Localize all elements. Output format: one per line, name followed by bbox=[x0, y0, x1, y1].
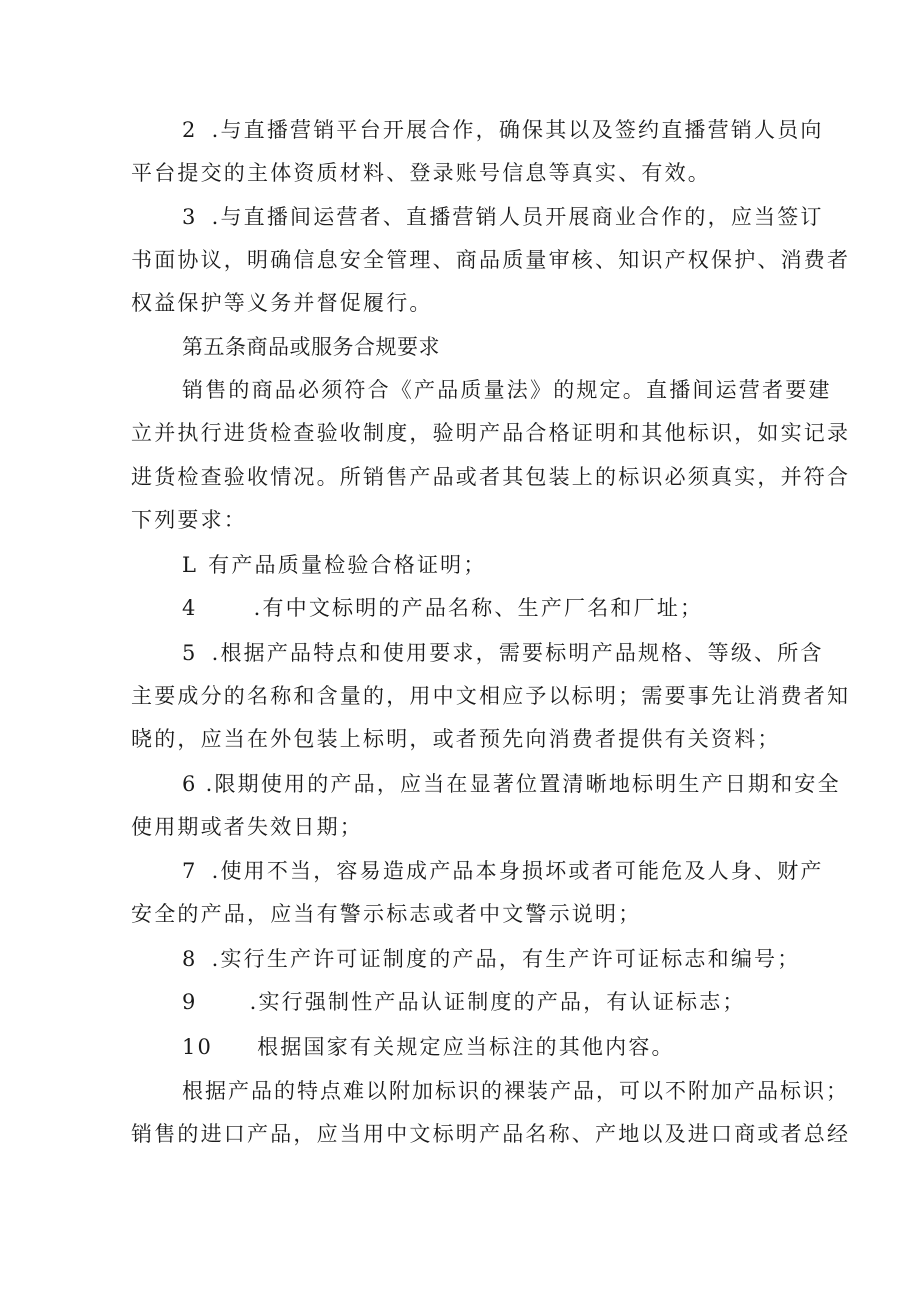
list-item-l bbox=[182, 551, 487, 579]
item-7-text: .使用不当，容易造成产品本身损坏或者可能危及人身、财产 bbox=[211, 859, 824, 883]
item-5-text: .根据产品特点和使用要求，需要标明产品规格、等级、所含 bbox=[211, 641, 824, 665]
paragraph-5-line-1: 销售的商品必须符合《产品质量法》的规定。直播间运营者要建 bbox=[182, 378, 832, 402]
paragraph-5-line-2: 立并执行进货检查验收制度，验明产品合格证明和其他标识，如实记录 bbox=[131, 421, 851, 445]
item-number-6: 6 bbox=[182, 772, 198, 796]
item-number-4: 4 bbox=[182, 596, 198, 620]
list-item-5-line-2: 主要成分的名称和含量的，用中文相应予以标明；需要事先让消费者知 bbox=[131, 684, 851, 708]
item-8-text: .实行生产许可证制度的产品，有生产许可证标志和编号； bbox=[211, 947, 801, 971]
paragraph-5-line-4: 下列要求： bbox=[131, 508, 247, 532]
item-6-text: .限期使用的产品，应当在显著位置清晰地标明生产日期和安全 bbox=[205, 772, 841, 796]
item-l-text: 有产品质量检验合格证明； bbox=[208, 553, 487, 577]
item-4-text: .有中文标明的产品名称、生产厂名和厂址； bbox=[253, 596, 704, 620]
list-item-9 bbox=[182, 988, 746, 1016]
list-item-4 bbox=[182, 594, 703, 622]
item-number-8: 8 bbox=[182, 947, 198, 971]
list-item-7-line-1 bbox=[182, 857, 824, 885]
item-number-3: 3 bbox=[182, 205, 198, 229]
list-item-6-line-1 bbox=[182, 770, 841, 798]
item-2-text: .与直播营销平台开展合作，确保其以及签约直播营销人员向 bbox=[211, 118, 824, 142]
paragraph-3-line-1 bbox=[182, 203, 824, 231]
list-item-5-line-1 bbox=[182, 639, 824, 667]
item-9-text: .实行强制性产品认证制度的产品，有认证标志； bbox=[249, 990, 746, 1014]
paragraph-3-line-2: 书面协议，明确信息安全管理、商品质量审核、知识产权保护、消费者 bbox=[131, 248, 851, 272]
item-number-7: 7 bbox=[182, 859, 198, 883]
item-number-5: 5 bbox=[182, 641, 198, 665]
paragraph-5-line-3: 进货检查验收情况。所销售产品或者其包装上的标识必须真实，并符合 bbox=[131, 465, 851, 489]
paragraph-last-line-1: 根据产品的特点难以附加标识的裸装产品，可以不附加产品标识； bbox=[182, 1079, 849, 1103]
list-item-10 bbox=[182, 1033, 675, 1061]
item-number-9: 9 bbox=[182, 990, 198, 1014]
section-heading: 第五条商品或服务合规要求 bbox=[182, 335, 440, 359]
list-item-7-line-2: 安全的产品，应当有警示标志或者中文警示说明； bbox=[131, 902, 642, 926]
paragraph-2-line-2: 平台提交的主体资质材料、登录账号信息等真实、有效。 bbox=[131, 161, 711, 185]
item-3-text: .与直播间运营者、直播营销人员开展商业合作的，应当签订 bbox=[211, 205, 824, 229]
paragraph-2-line-1 bbox=[182, 116, 824, 144]
item-number-10: 10 bbox=[182, 1035, 214, 1059]
item-number-2: 2 bbox=[182, 118, 198, 142]
item-number-l: L bbox=[182, 553, 199, 577]
list-item-8 bbox=[182, 945, 800, 973]
list-item-6-line-2: 使用期或者失效日期； bbox=[131, 815, 363, 839]
paragraph-last-line-2: 销售的进口产品，应当用中文标明产品名称、产地以及进口商或者总经 bbox=[131, 1122, 851, 1146]
paragraph-3-line-3: 权益保护等义务并督促履行。 bbox=[131, 291, 433, 315]
item-10-text: 根据国家有关规定应当标注的其他内容。 bbox=[257, 1035, 675, 1059]
list-item-5-line-3: 晓的，应当在外包装上标明，或者预先向消费者提供有关资料； bbox=[131, 727, 781, 751]
